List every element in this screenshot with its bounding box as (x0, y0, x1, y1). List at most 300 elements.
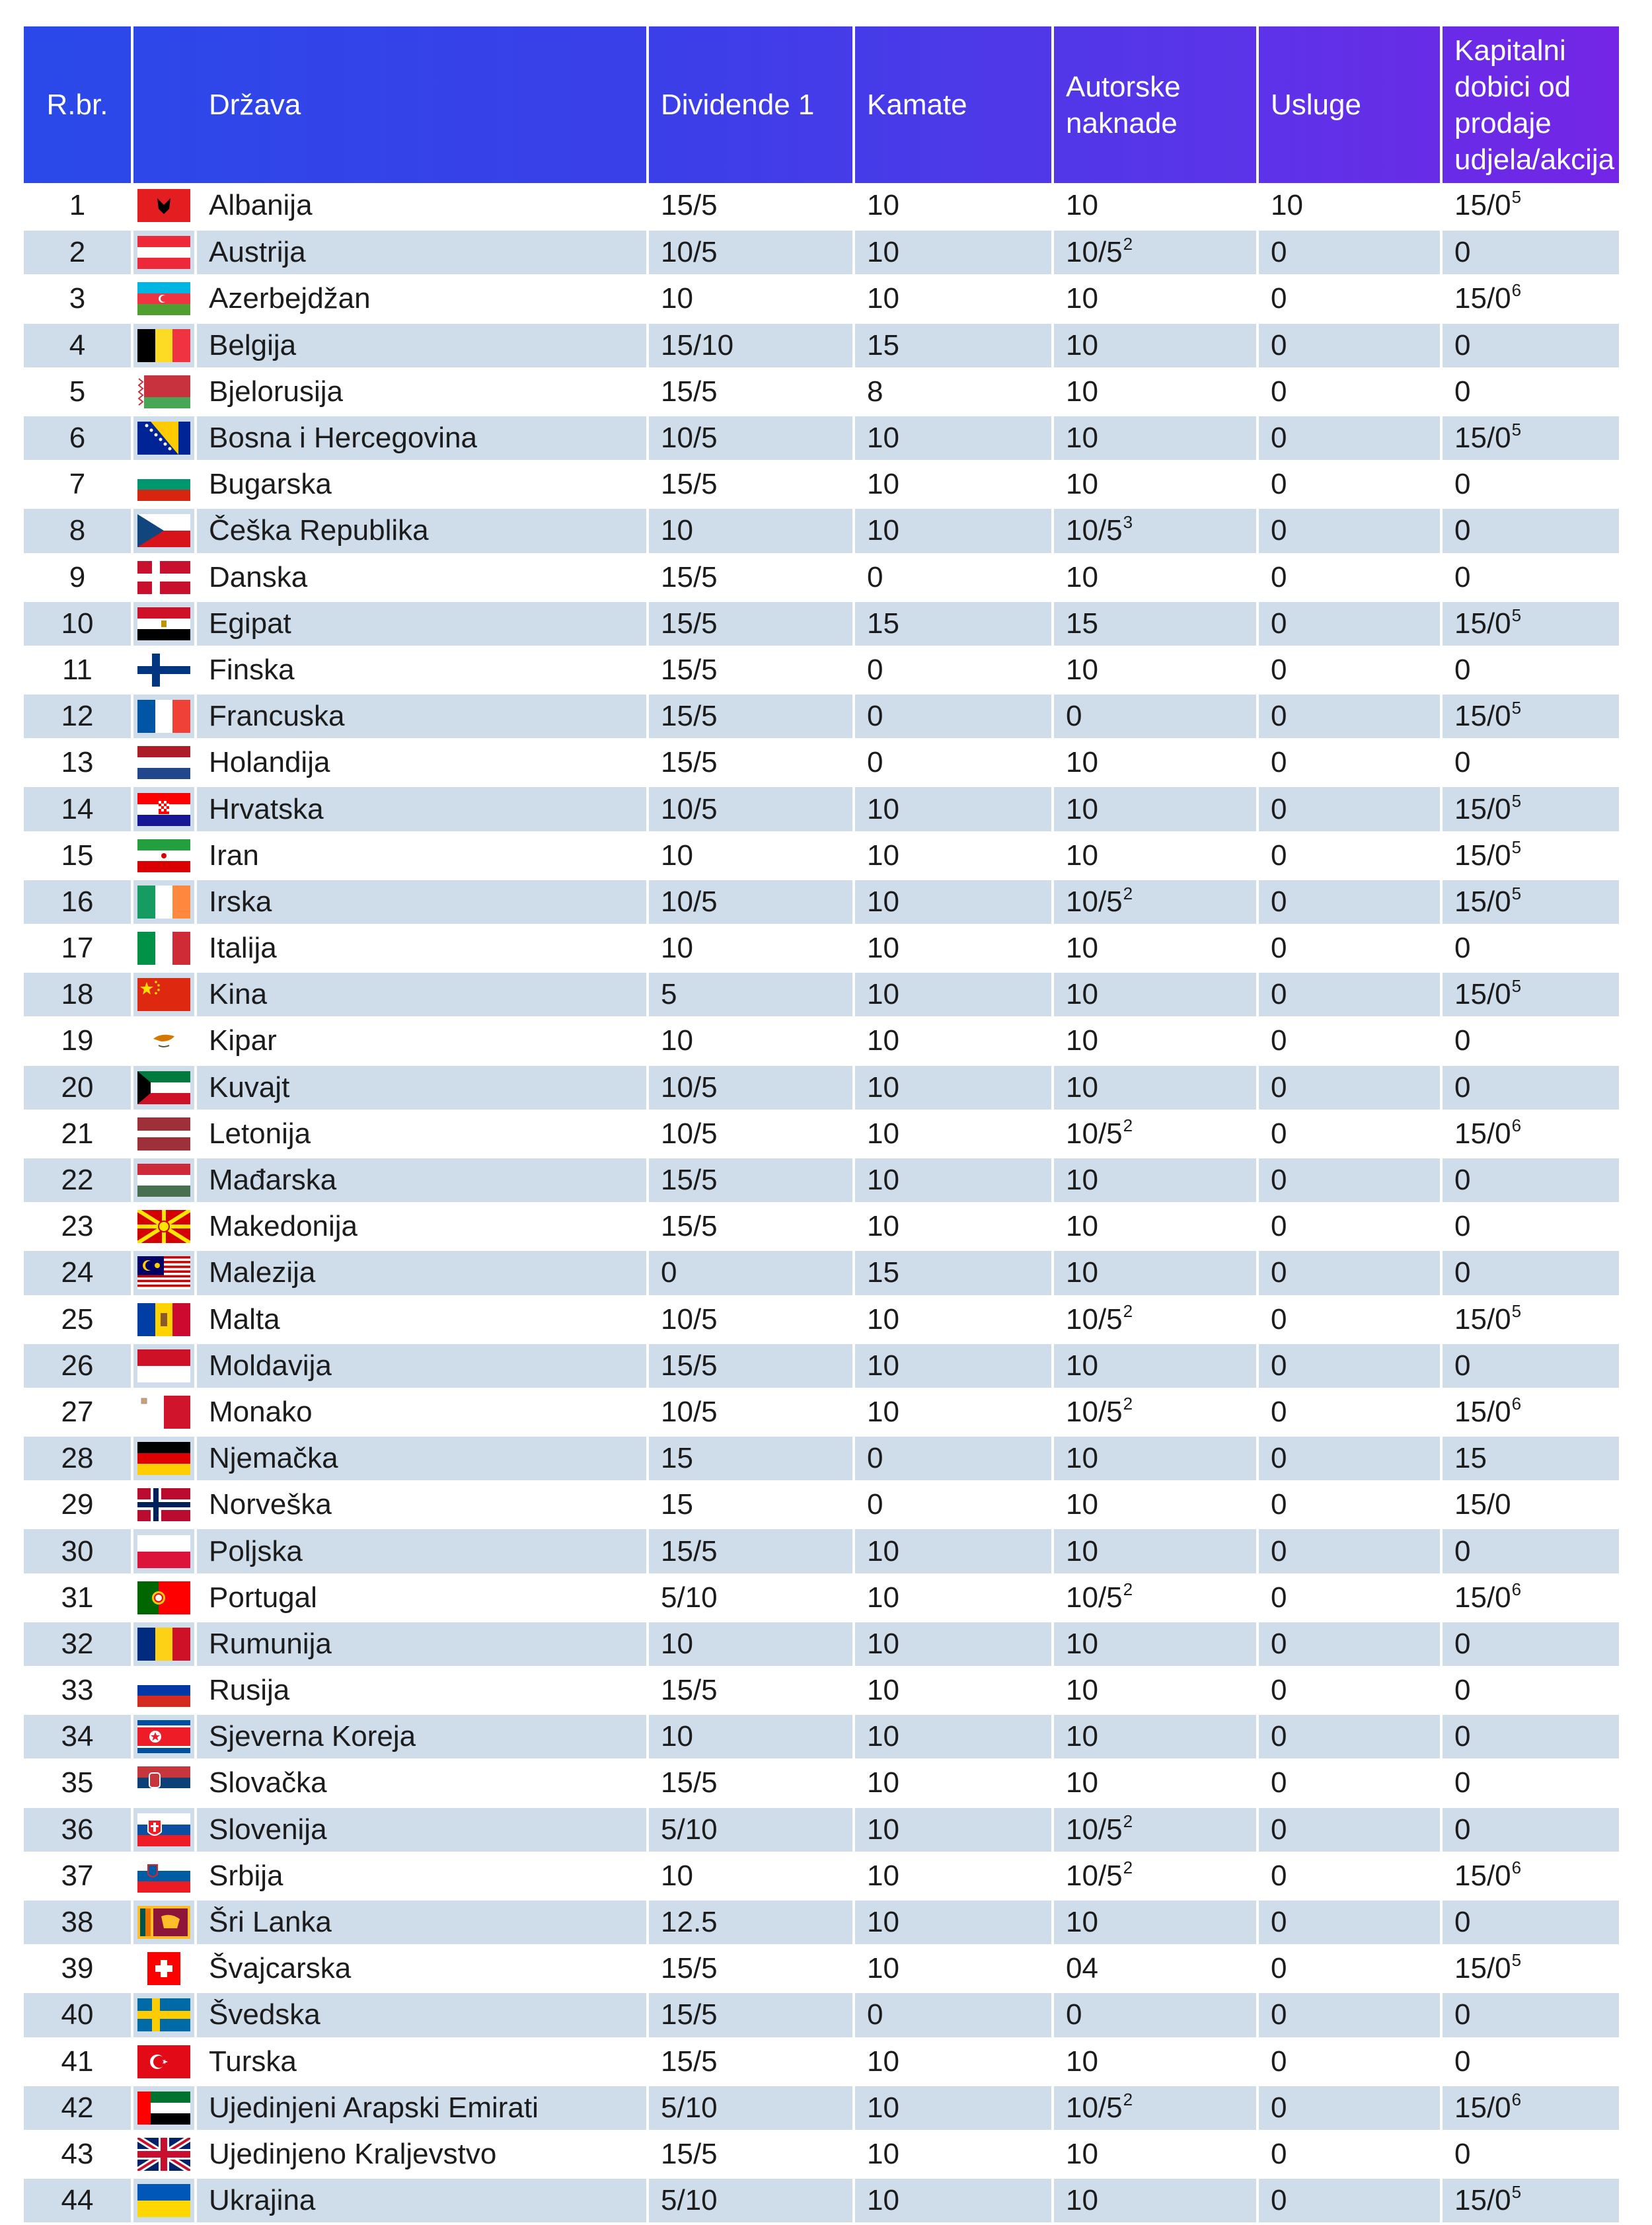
kamate-value: 10 (854, 1157, 1053, 1203)
country-name: Finska (196, 647, 648, 693)
country-name: Slovačka (196, 1760, 648, 1806)
autorske-naknade-rate: 10 (1066, 1164, 1098, 1197)
row-number: 16 (24, 879, 132, 925)
kapitalni-dobici-value (1441, 1621, 1619, 1667)
autorske-naknade-value (1053, 1528, 1258, 1574)
kapitalni-dobici-value (1441, 2039, 1619, 2085)
kamate-value: 15 (854, 601, 1053, 647)
country-name: Sjeverna Koreja (196, 1714, 648, 1760)
country-name: Šri Lanka (196, 1899, 648, 1945)
tax-treaty-table-container (24, 26, 1619, 2225)
dividende-value: 5/10 (648, 2085, 854, 2131)
kapitalni-dobici-value (1441, 1853, 1619, 1899)
country-name: Rumunija (196, 1621, 648, 1667)
dividende-value: 10 (648, 833, 854, 879)
table-row (24, 1575, 1619, 1621)
country-name: Švedska (196, 1992, 648, 2038)
table-row (24, 1667, 1619, 1714)
footnote-marker: 2 (1123, 1115, 1133, 1135)
autorske-naknade-value (1053, 461, 1258, 508)
row-number: 15 (24, 833, 132, 879)
table-row (24, 508, 1619, 554)
table-row (24, 1389, 1619, 1435)
dividende-value: 10 (648, 925, 854, 971)
kamate-value: 10 (854, 1297, 1053, 1343)
kapitalni-dobici-value (1441, 1389, 1619, 1435)
dividende-value: 15 (648, 1482, 854, 1528)
usluge-value: 0 (1258, 1899, 1441, 1945)
table-row (24, 1945, 1619, 1992)
row-number: 31 (24, 1575, 132, 1621)
row-number: 44 (24, 2177, 132, 2224)
italy-flag-icon (132, 925, 196, 971)
kapitalni-dobici-rate: 15/0 (1454, 700, 1511, 733)
row-number: 23 (24, 1203, 132, 1250)
row-number: 8 (24, 508, 132, 554)
usluge-value: 0 (1258, 1389, 1441, 1435)
kamate-value: 15 (854, 1250, 1053, 1296)
kapitalni-dobici-rate: 0 (1454, 1906, 1471, 1939)
row-number: 35 (24, 1760, 132, 1806)
row-number: 40 (24, 1992, 132, 2038)
dividende-value: 10/5 (648, 786, 854, 832)
country-name: Belgija (196, 322, 648, 369)
kapitalni-dobici-value (1441, 1899, 1619, 1945)
autorske-naknade-value (1053, 1667, 1258, 1714)
dividende-value: 15/5 (648, 461, 854, 508)
dividende-value: 12.5 (648, 1899, 854, 1945)
kamate-value: 10 (854, 1389, 1053, 1435)
usluge-value: 0 (1258, 2131, 1441, 2177)
autorske-naknade-value (1053, 786, 1258, 832)
kapitalni-dobici-rate: 0 (1454, 1720, 1471, 1753)
country-name: Turska (196, 2039, 648, 2085)
dividende-value: 15/5 (648, 1945, 854, 1992)
autorske-naknade-rate: 10 (1066, 1024, 1098, 1057)
dividende-value: 10/5 (648, 415, 854, 461)
egypt-flag-icon (132, 601, 196, 647)
kapitalni-dobici-value (1441, 183, 1619, 229)
autorske-naknade-value (1053, 508, 1258, 554)
usluge-value: 0 (1258, 1992, 1441, 2038)
country-name: Holandija (196, 739, 648, 786)
row-number: 30 (24, 1528, 132, 1574)
autorske-naknade-rate: 0 (1066, 700, 1082, 733)
row-number: 41 (24, 2039, 132, 2085)
kapitalni-dobici-rate: 15/0 (1454, 885, 1511, 918)
uk-flag-icon (132, 2131, 196, 2177)
row-number: 14 (24, 786, 132, 832)
country-name: Malezija (196, 1250, 648, 1296)
usluge-value: 0 (1258, 1575, 1441, 1621)
country-name: Norveška (196, 1482, 648, 1528)
kamate-value: 0 (854, 554, 1053, 601)
dividende-value: 15/5 (648, 1992, 854, 2038)
kamate-value: 0 (854, 693, 1053, 739)
autorske-naknade-value (1053, 1482, 1258, 1528)
autorske-naknade-rate: 10 (1066, 792, 1098, 825)
kapitalni-dobici-value (1441, 1250, 1619, 1296)
table-row (24, 925, 1619, 971)
kapitalni-dobici-value (1441, 2085, 1619, 2131)
kamate-value: 10 (854, 1714, 1053, 1760)
footnote-marker: 2 (1123, 1811, 1133, 1831)
kapitalni-dobici-rate: 15/0 (1454, 1395, 1511, 1428)
table-row (24, 276, 1619, 322)
kapitalni-dobici-rate: 0 (1454, 514, 1471, 547)
kamate-value: 10 (854, 1945, 1053, 1992)
usluge-value: 0 (1258, 1621, 1441, 1667)
kapitalni-dobici-rate: 0 (1454, 1674, 1471, 1707)
portugal-flag-icon (132, 1575, 196, 1621)
kamate-value: 10 (854, 1760, 1053, 1806)
footnote-marker: 3 (1123, 512, 1133, 533)
kapitalni-dobici-rate: 15/0 (1454, 2184, 1511, 2217)
footnote-marker: 2 (1123, 1301, 1133, 1321)
autorske-naknade-value (1053, 1714, 1258, 1760)
usluge-value: 0 (1258, 461, 1441, 508)
usluge-value: 0 (1258, 971, 1441, 1018)
kapitalni-dobici-rate: 15/0 (1454, 607, 1511, 640)
dividende-value: 15/5 (648, 1667, 854, 1714)
dividende-value: 10 (648, 1018, 854, 1064)
kamate-value: 0 (854, 739, 1053, 786)
table-row (24, 833, 1619, 879)
country-name: Kipar (196, 1018, 648, 1064)
autorske-naknade-value (1053, 739, 1258, 786)
usluge-value: 0 (1258, 322, 1441, 369)
dividende-value: 15/5 (648, 2131, 854, 2177)
kapitalni-dobici-value (1441, 1435, 1619, 1482)
footnote-marker: 5 (1511, 1301, 1522, 1321)
autorske-naknade-value (1053, 2177, 1258, 2224)
country-name: Portugal (196, 1575, 648, 1621)
kamate-value: 8 (854, 369, 1053, 415)
autorske-naknade-value (1053, 2039, 1258, 2085)
dividende-value: 5/10 (648, 1575, 854, 1621)
table-row (24, 1018, 1619, 1064)
row-number: 4 (24, 322, 132, 369)
kapitalni-dobici-value (1441, 229, 1619, 276)
kapitalni-dobici-rate: 15/0 (1454, 422, 1511, 455)
row-number: 27 (24, 1389, 132, 1435)
usluge-value: 0 (1258, 1250, 1441, 1296)
norway-flag-icon (132, 1482, 196, 1528)
dividende-value: 10 (648, 1621, 854, 1667)
usluge-value: 0 (1258, 1157, 1441, 1203)
autorske-naknade-value (1053, 1111, 1258, 1157)
dividende-value: 10/5 (648, 1297, 854, 1343)
kapitalni-dobici-rate: 0 (1454, 375, 1471, 408)
kapitalni-dobici-value (1441, 1807, 1619, 1853)
kapitalni-dobici-value (1441, 879, 1619, 925)
header-dividende: Dividende 1 (648, 26, 854, 183)
footnote-marker: 5 (1511, 2182, 1522, 2203)
autorske-naknade-value (1053, 1343, 1258, 1389)
kapitalni-dobici-rate: 15/0 (1454, 1581, 1511, 1614)
kamate-value: 10 (854, 2177, 1053, 2224)
kapitalni-dobici-rate: 15/0 (1454, 1859, 1511, 1892)
table-row (24, 1807, 1619, 1853)
table-row (24, 1899, 1619, 1945)
kapitalni-dobici-value (1441, 833, 1619, 879)
kapitalni-dobici-value (1441, 1992, 1619, 2038)
usluge-value: 0 (1258, 2177, 1441, 2224)
autorske-naknade-value (1053, 1760, 1258, 1806)
sweden-flag-icon (132, 1992, 196, 2038)
usluge-value: 0 (1258, 2085, 1441, 2131)
row-number: 37 (24, 1853, 132, 1899)
kamate-value: 10 (854, 1621, 1053, 1667)
row-number: 13 (24, 739, 132, 786)
autorske-naknade-value (1053, 229, 1258, 276)
kapitalni-dobici-value (1441, 415, 1619, 461)
kamate-value: 10 (854, 1528, 1053, 1574)
kapitalni-dobici-value (1441, 1714, 1619, 1760)
kamate-value: 10 (854, 833, 1053, 879)
table-row (24, 2131, 1619, 2177)
kamate-value: 15 (854, 322, 1053, 369)
table-row (24, 554, 1619, 601)
autorske-naknade-rate: 10 (1066, 1210, 1098, 1243)
row-number: 10 (24, 601, 132, 647)
autorske-naknade-rate: 10 (1066, 1720, 1098, 1753)
kapitalni-dobici-rate: 0 (1454, 236, 1471, 269)
table-row (24, 415, 1619, 461)
autorske-naknade-value (1053, 1899, 1258, 1945)
autorske-naknade-rate: 04 (1066, 1952, 1098, 1985)
header-usluge: Usluge (1258, 26, 1441, 183)
autorske-naknade-value (1053, 1575, 1258, 1621)
belgium-flag-icon (132, 322, 196, 369)
kapitalni-dobici-rate: 15/0 (1454, 1952, 1511, 1985)
autorske-naknade-value (1053, 1807, 1258, 1853)
usluge-value: 0 (1258, 647, 1441, 693)
row-number: 21 (24, 1111, 132, 1157)
autorske-naknade-value (1053, 693, 1258, 739)
usluge-value: 0 (1258, 415, 1441, 461)
finland-flag-icon (132, 647, 196, 693)
dividende-value: 5/10 (648, 2177, 854, 2224)
autorske-naknade-value (1053, 1389, 1258, 1435)
usluge-value: 0 (1258, 601, 1441, 647)
autorske-naknade-rate: 10 (1066, 1674, 1098, 1707)
kapitalni-dobici-rate: 15/0 (1454, 1117, 1511, 1150)
usluge-value: 0 (1258, 1760, 1441, 1806)
dividende-value: 10/5 (648, 879, 854, 925)
autorske-naknade-value (1053, 1157, 1258, 1203)
kapitalni-dobici-rate: 0 (1454, 328, 1471, 361)
table-row (24, 693, 1619, 739)
table-row (24, 2085, 1619, 2131)
autorske-naknade-rate: 10 (1066, 1627, 1098, 1660)
row-number: 9 (24, 554, 132, 601)
usluge-value: 0 (1258, 1343, 1441, 1389)
usluge-value: 0 (1258, 1203, 1441, 1250)
kapitalni-dobici-value (1441, 925, 1619, 971)
footnote-marker: 2 (1123, 2089, 1133, 2109)
kamate-value: 0 (854, 1992, 1053, 2038)
autorske-naknade-value (1053, 1018, 1258, 1064)
kamate-value: 0 (854, 1482, 1053, 1528)
footnote-marker: 5 (1511, 883, 1522, 903)
row-number: 12 (24, 693, 132, 739)
kamate-value: 10 (854, 229, 1053, 276)
switzerland-flag-icon (132, 1945, 196, 1992)
kapitalni-dobici-value (1441, 971, 1619, 1018)
kapitalni-dobici-value (1441, 369, 1619, 415)
table-row (24, 1528, 1619, 1574)
dividende-value: 15/5 (648, 647, 854, 693)
footnote-marker: 2 (1123, 1393, 1133, 1414)
tax-treaty-table (24, 26, 1619, 2225)
slovenia-flag-icon (132, 1853, 196, 1899)
footnote-marker: 5 (1511, 187, 1522, 207)
country-name: Moldavija (196, 1343, 648, 1389)
bosnia-flag-icon (132, 415, 196, 461)
kuwait-flag-icon (132, 1065, 196, 1111)
country-name: Rusija (196, 1667, 648, 1714)
albania-flag-icon (132, 183, 196, 229)
table-row (24, 1250, 1619, 1296)
table-row (24, 1111, 1619, 1157)
country-name: Ujedinjeno Kraljevstvo (196, 2131, 648, 2177)
row-number: 24 (24, 1250, 132, 1296)
autorske-naknade-value (1053, 1853, 1258, 1899)
usluge-value: 0 (1258, 1297, 1441, 1343)
country-name: Azerbejdžan (196, 276, 648, 322)
kamate-value: 10 (854, 461, 1053, 508)
table-row (24, 601, 1619, 647)
country-name: Bosna i Hercegovina (196, 415, 648, 461)
autorske-naknade-value (1053, 1992, 1258, 2038)
dividende-value: 15/5 (648, 1203, 854, 1250)
kamate-value: 10 (854, 2085, 1053, 2131)
autorske-naknade-value (1053, 369, 1258, 415)
autorske-naknade-value (1053, 1065, 1258, 1111)
autorske-naknade-rate: 10 (1066, 746, 1098, 779)
malta-flag-icon (132, 1389, 196, 1435)
kamate-value: 10 (854, 1343, 1053, 1389)
table-row (24, 1157, 1619, 1203)
iran-flag-icon (132, 833, 196, 879)
autorske-naknade-value (1053, 2131, 1258, 2177)
autorske-naknade-rate: 10 (1066, 1534, 1098, 1567)
kapitalni-dobici-rate: 0 (1454, 746, 1471, 779)
autorske-naknade-rate: 10 (1066, 1488, 1098, 1521)
kapitalni-dobici-value (1441, 739, 1619, 786)
dividende-value: 15/5 (648, 739, 854, 786)
autorske-naknade-value (1053, 183, 1258, 229)
footnote-marker: 2 (1123, 1579, 1133, 1599)
autorske-naknade-rate: 10 (1066, 2184, 1098, 2217)
dividende-value: 15/5 (648, 601, 854, 647)
usluge-value: 0 (1258, 833, 1441, 879)
kapitalni-dobici-rate: 0 (1454, 1349, 1471, 1382)
kapitalni-dobici-rate: 15/0 (1454, 2091, 1511, 2124)
country-name: Iran (196, 833, 648, 879)
country-name: Mađarska (196, 1157, 648, 1203)
table-row (24, 647, 1619, 693)
kapitalni-dobici-value (1441, 1945, 1619, 1992)
usluge-value: 0 (1258, 925, 1441, 971)
kamate-value: 10 (854, 1807, 1053, 1853)
france-flag-icon (132, 693, 196, 739)
kamate-value: 10 (854, 1575, 1053, 1621)
usluge-value: 0 (1258, 1807, 1441, 1853)
autorske-naknade-rate: 10 (1066, 932, 1098, 965)
usluge-value: 0 (1258, 276, 1441, 322)
autorske-naknade-value (1053, 2085, 1258, 2131)
kamate-value: 10 (854, 276, 1053, 322)
table-row (24, 322, 1619, 369)
row-number: 39 (24, 1945, 132, 1992)
dividende-value: 5/10 (648, 1807, 854, 1853)
country-name: Srbija (196, 1853, 648, 1899)
footnote-marker: 6 (1511, 1857, 1522, 1877)
kapitalni-dobici-rate: 0 (1454, 653, 1471, 686)
country-name: Austrija (196, 229, 648, 276)
kamate-value: 10 (854, 1667, 1053, 1714)
autorske-naknade-value (1053, 1203, 1258, 1250)
usluge-value: 10 (1258, 183, 1441, 229)
kapitalni-dobici-rate: 15/0 (1454, 189, 1511, 222)
autorske-naknade-rate: 10/5 (1066, 1859, 1123, 1892)
footnote-marker: 6 (1511, 2089, 1522, 2109)
dividende-value: 15/5 (648, 183, 854, 229)
table-row (24, 2039, 1619, 2085)
slovakia-flag-icon (132, 1807, 196, 1853)
kamate-value: 10 (854, 879, 1053, 925)
autorske-naknade-rate: 10/5 (1066, 1117, 1123, 1150)
kamate-value: 0 (854, 647, 1053, 693)
kapitalni-dobici-value (1441, 2177, 1619, 2224)
dividende-value: 10/5 (648, 1389, 854, 1435)
usluge-value: 0 (1258, 1528, 1441, 1574)
kapitalni-dobici-rate: 0 (1454, 1024, 1471, 1057)
usluge-value: 0 (1258, 1714, 1441, 1760)
footnote-marker: 5 (1511, 837, 1522, 857)
kapitalni-dobici-rate: 0 (1454, 1534, 1471, 1567)
autorske-naknade-rate: 10 (1066, 560, 1098, 593)
row-number: 19 (24, 1018, 132, 1064)
autorske-naknade-rate: 10 (1066, 189, 1098, 222)
table-row (24, 1853, 1619, 1899)
serbia-flag-icon (132, 1760, 196, 1806)
country-name: Irska (196, 879, 648, 925)
kapitalni-dobici-value (1441, 1297, 1619, 1343)
sri-lanka-flag-icon (132, 1899, 196, 1945)
usluge-value: 0 (1258, 508, 1441, 554)
ukraine-flag-icon (132, 2177, 196, 2224)
country-name: Letonija (196, 1111, 648, 1157)
country-name: Hrvatska (196, 786, 648, 832)
dividende-value: 15/10 (648, 322, 854, 369)
row-number: 26 (24, 1343, 132, 1389)
bulgaria-flag-icon (132, 461, 196, 508)
row-number: 22 (24, 1157, 132, 1203)
autorske-naknade-rate: 10 (1066, 2045, 1098, 2078)
ireland-flag-icon (132, 879, 196, 925)
country-name: Slovenija (196, 1807, 648, 1853)
kapitalni-dobici-rate: 0 (1454, 1256, 1471, 1289)
autorske-naknade-rate: 10 (1066, 2137, 1098, 2170)
hungary-flag-icon (132, 1157, 196, 1203)
romania-flag-icon (132, 1621, 196, 1667)
kapitalni-dobici-rate: 0 (1454, 2137, 1471, 2170)
kapitalni-dobici-rate: 0 (1454, 1766, 1471, 1799)
denmark-flag-icon (132, 554, 196, 601)
